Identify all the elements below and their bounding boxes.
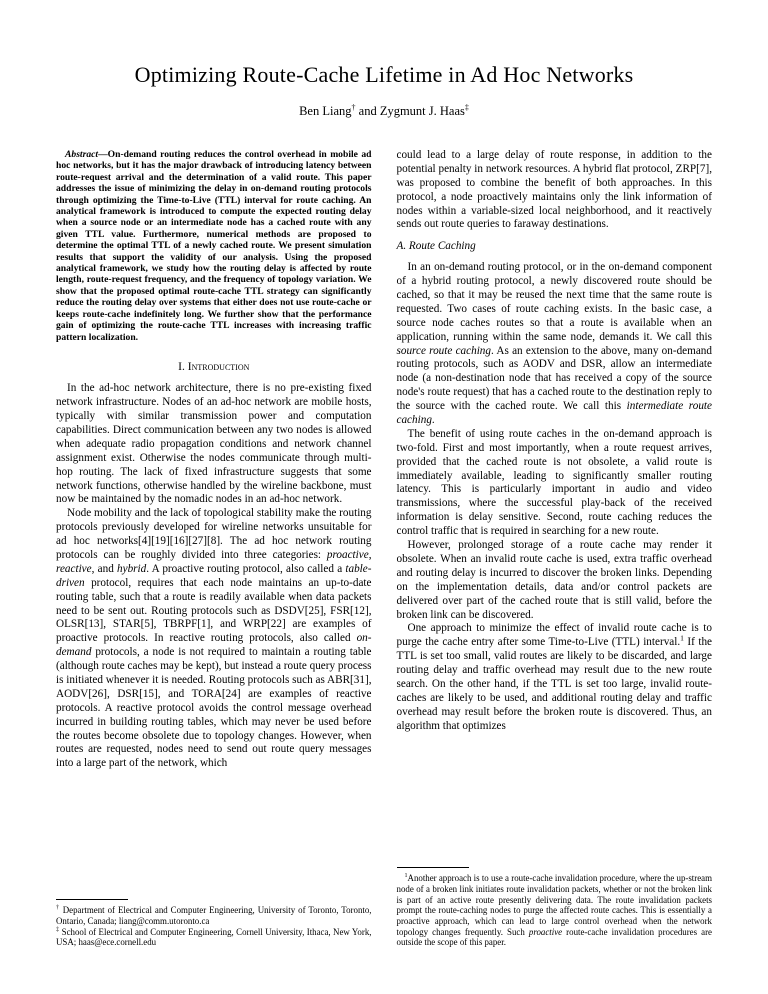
author-affiliation-mark: ‡ xyxy=(464,102,469,112)
subsection-heading-route-caching: A. Route Caching xyxy=(396,240,476,253)
affiliation-footnotes xyxy=(56,891,372,948)
text-run: , xyxy=(368,548,372,561)
footnote xyxy=(397,873,713,948)
paragraph: In the ad-hoc network architecture, there is no pre-existing fixed network infrastructure. Nodes of an ad-hoc network are mobile hosts, typically with similar transmission power and computation capabilities. Direct communication between any two nodes is allowed when adequate radio propagation conditions and network channel assignment exist. Otherwise the nodes communicate through multi-hop routing. The lack of fixed infrastructure suggests that some network functions, otherwise handled by the wireline backbone, must now be maintained by the nomadic nodes in an ad-hoc network. xyxy=(56,382,372,506)
paper-title: Optimizing Route-Cache Lifetime in Ad Hoc Networks xyxy=(134,62,634,87)
text-run: . A proactive routing protocol, also called a xyxy=(146,562,346,575)
author-name: Zygmunt J. Haas xyxy=(379,104,465,118)
footnote xyxy=(56,905,372,926)
footnote-separator-rule xyxy=(397,867,469,868)
text-run: reactive xyxy=(56,562,92,575)
text-run: proactive xyxy=(528,926,563,937)
text-run: † xyxy=(56,905,60,912)
paragraph xyxy=(56,507,372,771)
text-run: Node mobility and the lack of topological stability make the routing protocols previously developed for wireline networks unsuitable for ad hoc networks[4][19][16][27][8]. The ad hoc network routing protocols can be roughly divided into three categories: xyxy=(56,507,372,561)
text-run: on-demand xyxy=(56,632,372,659)
text-run: Abstract xyxy=(65,149,99,160)
text-run: source route caching xyxy=(396,344,491,357)
text-run: 1 xyxy=(680,633,684,643)
section-heading-introduction: I. Introduction xyxy=(178,359,250,373)
text-run: 1 xyxy=(404,873,408,880)
text-run: Another approach is to use a route-cache invalidation procedure, where the up-stream node of a broken link initiates route invalidation packets, whether or not the broken link is part of an active route presently delivering data. The route invalidation packets prompt the route-caching nodes to purge the affected route caches. This is essentially a proactive approach, which can lead to large control overhead when the network topology changes frequently. Such xyxy=(396,873,712,937)
text-run: If the TTL is set too small, valid routes are likely to be discarded, and large routing delay and traffic overhead may result due to the new route search. On the other hand, if the TTL is set too large, invalid route-caches are likely to be used, and additional routing delay and traffic overhead may result before the broken route is discovered. Thus, an algorithm that optimizes xyxy=(396,636,712,732)
text-run: table-driven xyxy=(56,562,372,589)
two-column-body xyxy=(56,149,712,948)
text-run: intermediate route caching xyxy=(396,400,712,427)
text-run: One approach to minimize the effect of invalid route cache is to purge the cache entry after some Time-to-Live (TTL) interval. xyxy=(396,622,712,649)
text-run: Department of Electrical and Computer Engineering, University of Toronto, Toronto, Ontario, Canada; liang@comm.utoronto.ca xyxy=(56,905,372,926)
text-run: . As an extension to the above, many on-demand routing protocols, such as AODV and DSR, allow an intermediate node (a non-destination node that has received a copy of the source node's route request) that has a cached route to the destination reply to the source with the cached route. We call this xyxy=(396,344,712,413)
paragraph: However, prolonged storage of a route cache may render it obsolete. When an invalid route cache is used, extra traffic overhead and routing delay is incurred to discover the broken links. Depending on the implementation details, data and/or control packets are delivered over part of the cached route that is still valid, before the broken link can be discovered. xyxy=(396,539,712,621)
text-run: hybrid xyxy=(117,562,147,575)
text-run: , and xyxy=(91,562,118,575)
footnote xyxy=(56,927,372,948)
text-run: protocol, requires that each node maintains an up-to-date routing table, such that a route is readily available when data packets need to be sent out. Routing protocols such as DSDV[25], FSR[12], OLSR[13], STAR[5], TBRPF[1], and WRP[22] are examples of proactive protocols. In reactive routing protocols, also called xyxy=(56,576,372,645)
paragraph: The benefit of using route caches in the on-demand approach is two-fold. First and most importantly, when a route request arrives, provided that the cached route is not obsolete, a valid route is immediately available, leading to significantly smaller routing latency. This is particularly important in audio and video transmissions, where the successful play-back of the received information is delay sensitive. Second, route caching reduces the control traffic that is required in searching for a new route. xyxy=(396,427,712,538)
text-run: School of Electrical and Computer Engineering, Cornell University, Ithaca, New York, USA; haas@ece.cornell.edu xyxy=(56,926,372,948)
right-column xyxy=(397,149,713,948)
abstract xyxy=(56,149,372,343)
text-run: . xyxy=(431,414,435,427)
text-run: protocols, a node is not required to maintain a routing table (although route caches may be kept), but instead a route query process is initiated whenever it is needed. Routing protocols such as ABR[31], AODV[26], DSR[15], and TORA[24] are examples of reactive protocols. A reactive protocol avoids the control message overhead incurred in building routing tables, which may never be used before the routes become obsolete due to topology changes. However, when routes are requested, nodes need to send out route query messages into a large part of the network, which xyxy=(56,646,372,770)
authors-separator: and xyxy=(355,104,380,118)
text-run: ‡ xyxy=(56,926,60,933)
author-name: Ben Liang xyxy=(299,104,352,118)
text-run: proactive xyxy=(326,548,369,561)
footnote-separator-rule xyxy=(56,899,128,900)
paragraph xyxy=(397,261,713,428)
numbered-footnotes xyxy=(397,859,713,948)
paragraph xyxy=(397,622,713,733)
text-run: route-cache invalidation procedures are outside the scope of this paper. xyxy=(396,926,712,948)
paragraph: could lead to a large delay of route response, in addition to the potential penalty in network resources. A hybrid flat protocol, ZRP[7], was proposed to combine the benefit of both approaches. In this protocol, a node proactively maintains only the link information of nodes within a variable-sized local neighborhood, and it reactively sends out route queries to faraway destinations. xyxy=(396,149,712,231)
author-affiliation-mark: † xyxy=(351,102,356,112)
text-run: —On-demand routing reduces the control overhead in mobile ad hoc networks, but it has the major drawback of introducing latency between route-request arrival and the determination of a valid route. This paper addresses the issue of minimizing the delay in on-demand routing protocols through optimizing the Time-to-Live (TTL) interval for route caching. An analytical framework is introduced to compute the expected routing delay when a source node or an intermediate node has a cached route with any given TTL value. Furthermore, numerical methods are proposed to determine the optimal TTL of a newly cached route. We present simulation results that support the validity of our analysis. Using the proposed analytical framework, we study how the routing delay is affected by route length, route-request frequency, and the frequency of topology variation. We show that the proposed optimal route-cache TTL strategy can significantly reduce the routing delay over systems that either does not use route-cache or keeps route-cache indefinitely long. We further show that the performance gain of optimizing the route-cache TTL increases with increasing traffic pattern localization. xyxy=(56,149,372,343)
paper-authors xyxy=(56,104,712,119)
text-run: In an on-demand routing protocol, or in the on-demand component of a hybrid routing protocol, a newly discovered route should be cached, so that it may be reused the next time that the same route is requested. Two cases of route caching exists. In the basic case, a source node caches routes so that a route is available when an application, running within the same node, demands it. We call this xyxy=(396,261,712,343)
left-column xyxy=(56,149,372,948)
